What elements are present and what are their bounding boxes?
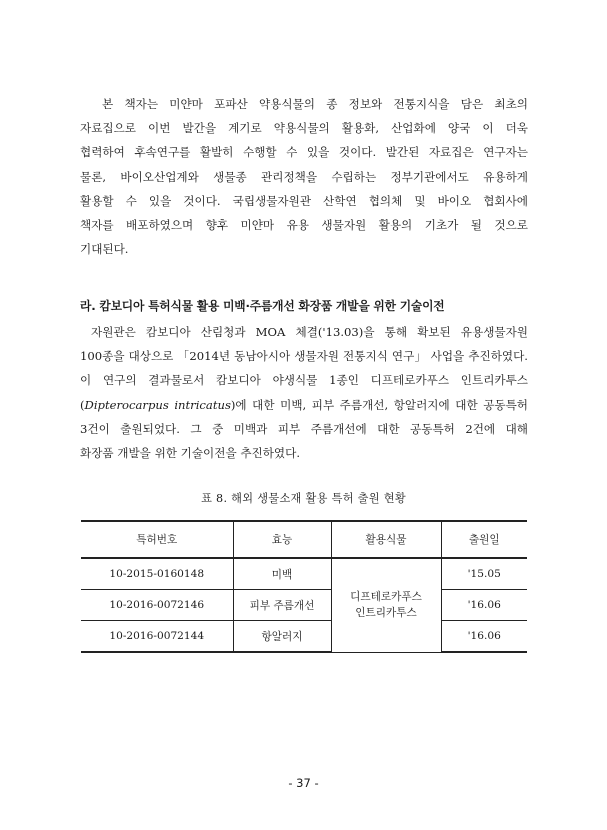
effect-cell: 미백 — [233, 558, 331, 590]
page-number: - 37 - — [288, 776, 319, 790]
patent-number-cell: 10-2016-0072144 — [81, 621, 233, 653]
text-line: 3건이 출원되었다. 그 중 미백과 피부 주름개선에 대한 공동특허 2건에 대해 — [80, 421, 528, 436]
date-cell: '15.05 — [441, 558, 527, 590]
plant-name-line: 인트리카투스 — [355, 607, 417, 620]
patent-table — [81, 520, 527, 653]
effect-cell: 항알러지 — [233, 621, 331, 653]
paren-open: ( — [80, 397, 85, 412]
table-row — [81, 621, 527, 653]
text-line — [80, 393, 528, 417]
date-cell: '16.06 — [441, 590, 527, 621]
table-caption: 표 8. 해외 생물소재 활용 특허 출원 현황 — [201, 492, 406, 505]
text-line: 협력하여 후속연구를 활발히 수행할 수 있을 것이다. 발간된 자료집은 연구자는 — [80, 145, 528, 160]
text-line: 이 연구의 결과물로서 캄보디아 야생식물 1종인 디프테로카푸스 인트리카투스 — [80, 373, 528, 388]
effect-cell: 피부 주름개선 — [233, 590, 331, 621]
column-header-date: 출원일 — [441, 521, 527, 558]
text-line: 책자를 배포하였으며 향후 미얀마 유용 생물자원 활용의 기초가 될 것으로 — [80, 218, 528, 233]
text-line: 활용할 수 있을 것이다. 국립생물자원관 산학연 협의체 및 바이오 협회사에 — [80, 193, 528, 208]
intro-paragraph — [80, 92, 528, 261]
text-line: 자원관은 캄보디아 산림청과 MOA 체결('13.03)을 통해 확보된 유용생물자원 — [91, 325, 528, 339]
text-line: 화장품 개발을 위한 기술이전을 추진하였다. — [80, 446, 301, 461]
column-header-effect: 효능 — [233, 521, 331, 558]
text-line: 기대된다. — [80, 242, 129, 257]
text-line: 자료집으로 이번 발간을 계기로 약용식물의 활용화, 산업화에 양국 이 더욱 — [80, 121, 528, 136]
text-line: 본 책자는 미얀마 포파산 약용식물의 종 정보와 전통지식을 담은 최초의 — [102, 97, 528, 111]
text-fragment: )에 대한 미백, 피부 주름개선, 항알러지에 대한 공동특허 — [230, 397, 528, 412]
patent-number-cell: 10-2016-0072146 — [81, 590, 233, 621]
text-line: 물론, 바이오산업계와 생물종 관리정책을 수립하는 정부기관에서도 유용하게 — [80, 169, 528, 184]
plant-name-line: 디프테로카푸스 — [350, 591, 422, 604]
table-row — [81, 590, 527, 621]
species-name: Dipterocarpus intricatus — [84, 397, 231, 412]
section-heading: 라. 캄보디아 특허식물 활용 미백·주름개선 화장품 개발을 위한 기술이전 — [80, 299, 445, 313]
text-line: 100종을 대상으로 「2014년 동남아시아 생물자원 전통지식 연구」 사업을 추진하였다. — [80, 349, 528, 364]
patent-number-cell: 10-2015-0160148 — [81, 558, 233, 590]
column-header-patent-no: 특허번호 — [81, 521, 233, 558]
tech-transfer-paragraph — [80, 320, 528, 465]
date-cell: '16.06 — [441, 621, 527, 653]
table-row — [81, 558, 527, 590]
column-header-plant: 활용식물 — [331, 521, 441, 558]
table-header-row — [81, 521, 527, 558]
plant-cell — [331, 558, 441, 652]
